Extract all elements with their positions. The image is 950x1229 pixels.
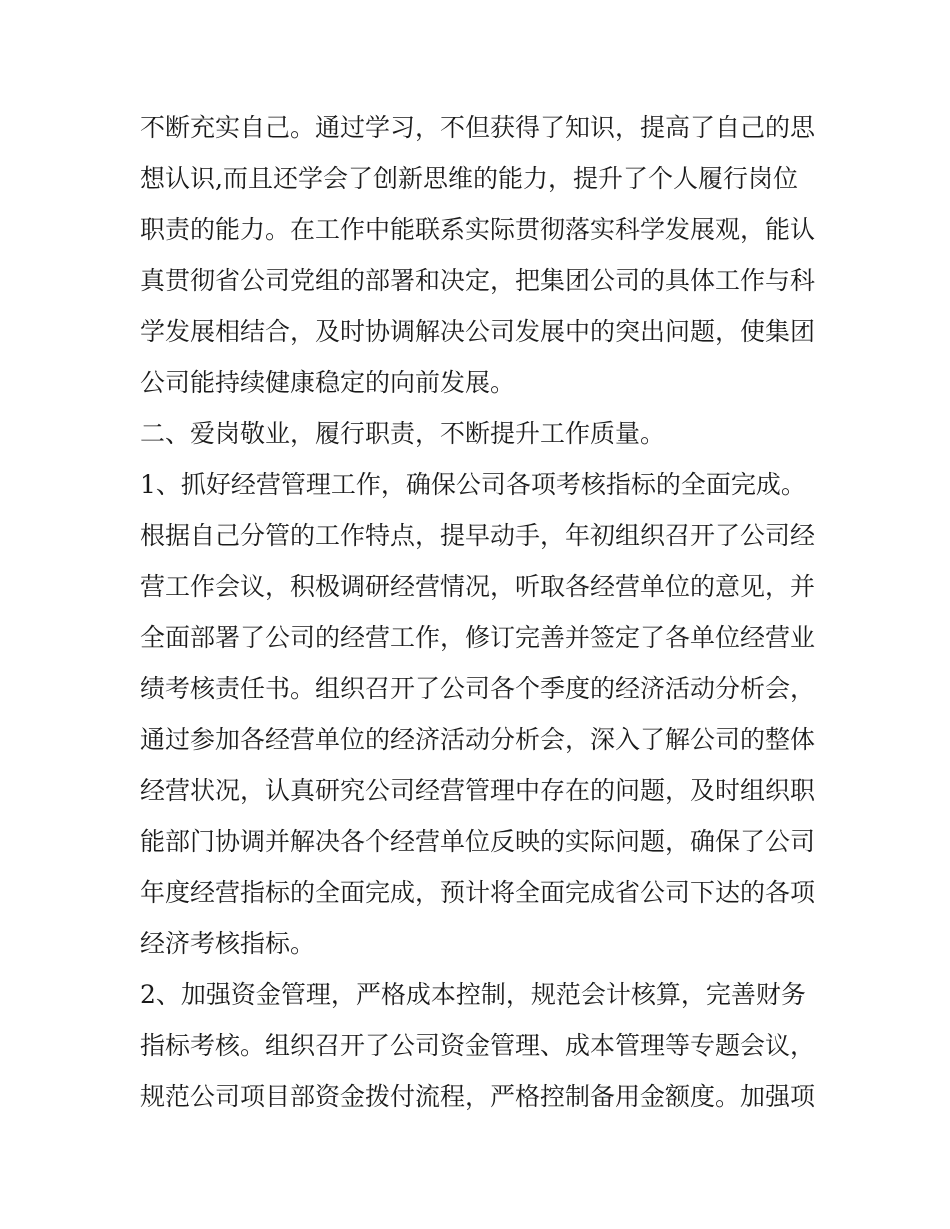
text-line-3: 职责的能力。在工作中能联系实际贯彻落实科学发展观，能认 — [140, 215, 816, 244]
text-line-13: 通过参加各经营单位的经济活动分析会，深入了解公司的整体 — [140, 725, 816, 754]
text-line-15: 能部门协调并解决各个经营单位反映的实际问题，确保了公司 — [140, 827, 816, 856]
text-line-12: 绩考核责任书。组织召开了公司各个季度的经济活动分析会， — [140, 674, 816, 703]
text-line-1: 不断充实自己。通过学习，不但获得了知识，提高了自己的思 — [140, 113, 816, 142]
text-line-11: 全面部署了公司的经营工作，修订完善并签定了各单位经营业 — [140, 623, 816, 652]
item-heading-1: 1、抓好经营管理工作，确保公司各项考核指标的全面完成。 — [140, 470, 806, 499]
text-line-2: 想认识,而且还学会了创新思维的能力，提升了个人履行岗位 — [140, 164, 798, 193]
text-line-20: 规范公司项目部资金拨付流程，严格控制备用金额度。加强项 — [140, 1082, 816, 1111]
text-line-16: 年度经营指标的全面完成，预计将全面完成省公司下达的各项 — [140, 878, 816, 907]
text-line-14: 经营状况，认真研究公司经营管理中存在的问题，及时组织职 — [140, 776, 816, 805]
item-heading-2: 2、加强资金管理，严格成本控制，规范会计核算，完善财务 — [140, 980, 806, 1009]
text-line-4: 真贯彻省公司党组的部署和决定，把集团公司的具体工作与科 — [140, 266, 816, 295]
text-line-10: 营工作会议，积极调研经营情况，听取各经营单位的意见，并 — [140, 572, 816, 601]
text-line-9: 根据自己分管的工作特点，提早动手，年初组织召开了公司经 — [140, 521, 816, 550]
text-line-5: 学发展相结合，及时协调解决公司发展中的突出问题，使集团 — [140, 317, 816, 346]
section-heading-2: 二、爱岗敬业，履行职责，不断提升工作质量。 — [140, 419, 666, 448]
text-line-17: 经济考核指标。 — [140, 929, 316, 958]
text-line-6: 公司能持续健康稳定的向前发展。 — [140, 368, 516, 397]
body-text — [140, 102, 820, 1122]
text-line-19: 指标考核。组织召开了公司资金管理、成本管理等专题会议， — [140, 1031, 816, 1060]
